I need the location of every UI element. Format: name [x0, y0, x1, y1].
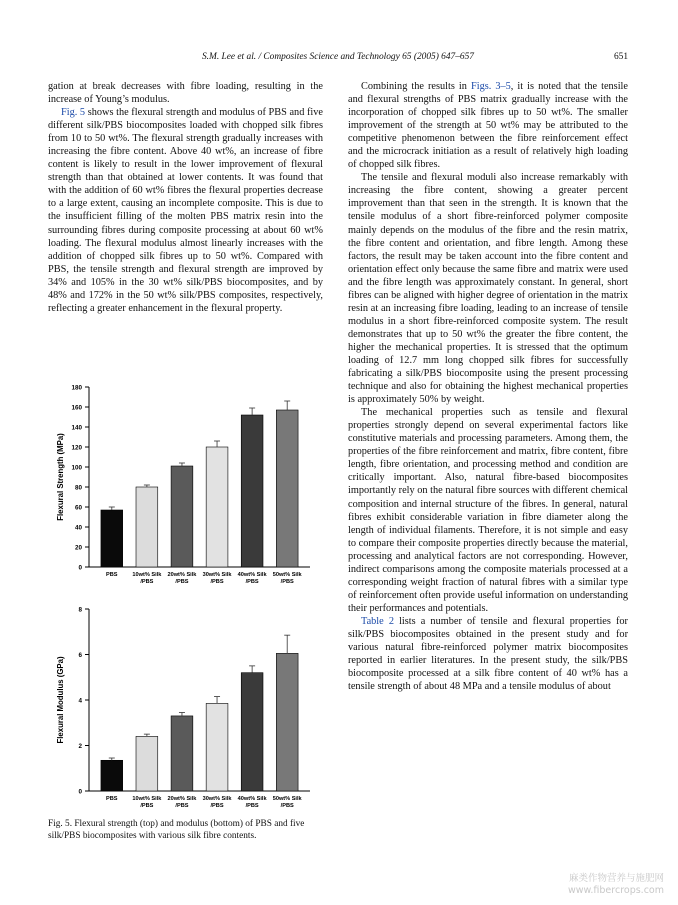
y-tick-label: 0 — [78, 564, 82, 572]
bar — [101, 760, 123, 791]
y-tick-label: 20 — [74, 544, 82, 552]
watermark — [544, 873, 664, 897]
flexural-modulus-chart-svg — [48, 600, 330, 812]
x-tick-label — [238, 572, 268, 585]
x-tick-label — [106, 572, 118, 578]
y-tick-label: 40 — [74, 524, 82, 532]
y-axis-title: Flexural Modulus (GPa) — [56, 656, 65, 744]
x-tick-label — [132, 572, 162, 585]
flexural-strength-chart-svg — [48, 380, 330, 595]
bar — [101, 510, 123, 567]
watermark-line: www.fibercrops.com — [567, 885, 664, 896]
running-title: S.M. Lee et al. / Composites Science and Technology 65 (2005) 647–657 — [201, 52, 474, 62]
left-column — [48, 80, 323, 315]
x-tick-label-line: /PBS — [140, 803, 154, 809]
y-tick-label: 0 — [78, 788, 82, 796]
figure-reference-link[interactable]: Fig. 5 — [61, 107, 86, 119]
table-reference-link[interactable]: Table 2 — [361, 615, 394, 627]
y-tick-label: 8 — [78, 606, 82, 614]
paragraph — [48, 106, 323, 315]
x-tick-label-line: 40wt% Silk — [237, 796, 267, 802]
x-tick-label-line: PBS — [106, 572, 118, 578]
flexural-strength-chart — [48, 380, 330, 595]
x-tick-label-line: 20wt% Silk — [167, 572, 197, 578]
bar — [276, 410, 298, 567]
y-axis-title: Flexural Strength (MPa) — [56, 433, 65, 521]
x-tick-label-line: 50wt% Silk — [272, 796, 302, 802]
x-tick-label-line: /PBS — [245, 803, 259, 809]
bar — [206, 447, 228, 567]
paragraph-text: Combining the results in — [361, 81, 471, 92]
watermark-line: 麻类作物营养与施肥网 — [568, 873, 664, 884]
y-tick-label: 180 — [71, 384, 82, 392]
x-tick-label — [203, 796, 233, 809]
x-tick-label — [273, 796, 303, 809]
bar — [241, 415, 263, 567]
figure-caption: Fig. 5. Flexural strength (top) and modulus (bottom) of PBS and five silk/PBS biocomposites with various silk fibre contents. — [48, 819, 305, 841]
x-tick-label-line: /PBS — [280, 803, 294, 809]
x-tick-label-line: PBS — [106, 796, 118, 802]
paragraph — [348, 615, 628, 693]
figure-reference-link[interactable]: Figs. 3–5 — [470, 81, 511, 92]
x-tick-label-line: 50wt% Silk — [272, 572, 302, 578]
x-tick-label — [203, 572, 233, 585]
x-tick-label — [273, 572, 303, 585]
flexural-modulus-chart — [48, 600, 330, 812]
paragraph-text: lists a number of tensile and flexural properties for silk/PBS biocomposites obtained in the present study and for various natural fibre-reinforced polymer matrix biocomposites reported in earlier literatures. In the present study, the silk/PBS biocomposite processed at a silk fibre content of 40 wt% has a tensile strength of about 48 MPa and a tensile modulus of about — [348, 615, 628, 693]
x-tick-label-line: 10wt% Silk — [132, 572, 162, 578]
x-tick-label-line: 40wt% Silk — [237, 572, 267, 578]
x-tick-label-line: 30wt% Silk — [202, 796, 232, 802]
y-tick-label: 4 — [78, 697, 82, 705]
y-tick-label: 160 — [71, 404, 82, 412]
bar — [136, 487, 158, 567]
right-column — [348, 80, 628, 693]
bar — [136, 736, 158, 791]
bar — [171, 466, 193, 567]
bar — [171, 716, 193, 791]
x-tick-label-line: /PBS — [245, 579, 259, 585]
x-tick-label — [167, 572, 197, 585]
x-tick-label-line: /PBS — [280, 579, 294, 585]
running-header — [48, 52, 628, 66]
x-tick-label-line: /PBS — [210, 803, 224, 809]
x-tick-label-line: /PBS — [175, 803, 189, 809]
paragraph — [348, 80, 628, 171]
y-tick-label: 120 — [71, 444, 82, 452]
y-tick-label: 100 — [71, 464, 82, 472]
bar — [206, 703, 228, 791]
x-tick-label-line: /PBS — [175, 579, 189, 585]
x-tick-label — [132, 796, 162, 809]
x-tick-label — [106, 796, 118, 802]
y-tick-label: 60 — [74, 504, 82, 512]
x-tick-label — [238, 796, 268, 809]
x-tick-label-line: 10wt% Silk — [132, 796, 162, 802]
bar — [241, 673, 263, 791]
paragraph: The mechanical properties such as tensile and flexural properties strongly depend on several experimental factors like constitutive materials and processing parameters. Among them, the properties of the fibre reinforcement and matrix, fibre content, fibre length, fibre orientation, and processing method and condition are critically important. Also, natural fibre-based biocomposites importantly rely on the natural fibre sources with different chemical composition and internal structure of the fibres. In general, natural fibres exhibit considerable variation in fibre diameter along the length of individual filaments. Therefore, it is not simple and easy to compare their composite properties directly because the material, processing and analytical factors are not corresponding. However, indirect comparisons among the composite materials processed at a corresponding weight fraction of natural fibres with a similar type of reinforcement often provide useful information on understanding their performances and potentials. — [348, 407, 628, 614]
x-tick-label-line: 20wt% Silk — [167, 796, 197, 802]
page-number: 651 — [613, 52, 628, 62]
x-tick-label-line: /PBS — [210, 579, 224, 585]
y-tick-label: 80 — [74, 484, 82, 492]
y-tick-label: 140 — [71, 424, 82, 432]
bar — [276, 653, 298, 791]
y-tick-label: 2 — [78, 743, 82, 750]
paragraph: gation at break decreases with fibre loading, resulting in the increase of Young’s modulus. — [48, 81, 323, 106]
x-tick-label — [167, 796, 197, 809]
y-tick-label: 6 — [78, 652, 82, 659]
paragraph-text: , it is noted that the tensile and flexural strengths of PBS matrix gradually increase with the incorporation of chopped silk fibres up to 50 wt%. The smaller improvement of the strength at 50 wt% may be attributed to the competitive phenomenon between the fibre reinforcement effect and the microcrack initiation as a result of relatively high loading of chopped silk fibres. — [348, 81, 628, 171]
x-tick-label-line: 30wt% Silk — [202, 572, 232, 578]
paragraph: The tensile and flexural moduli also increase remarkably with increasing the fibre content, showing a greater percent improvement than that seen in the strength. It is known that the tensile modulus of a short fibre-reinforced polymer composite mainly depends on the modulus of the fibre and the resin matrix, the fibre content and orientation, and fibre length. Among these factors, the result may be taken account into the fibre content and orientation effect only because the same fibre and matrix were used and the fibre length was approximately constant. In general, short fibres can be aligned with higher degree of orientation in the matrix resin at an increasing fibre loading, leading to an increase of tensile modulus in a short fibre-reinforced composite system. The result demonstrates that up to 50 wt% the greater the fibre content, the higher the mechanical properties. It is stressed that the optimum loading of 12.7 mm long chopped silk fibres for successfully fabricating a silk/PBS biocomposite using the present processing technique and also for obtaining the highest mechanical properties is approximately 50% by weight. — [348, 172, 628, 406]
paragraph-text: shows the flexural strength and modulus of PBS and five different silk/PBS biocomposites loaded with chopped silk fibres from 10 to 50 wt%. The flexural strength gradually increases with increasing the fibre content. Above 40 wt%, an increase of fibre content is likely to result in the lower improvement of flexural strength than that obtained at lower contents. It was found that with the addition of 60 wt% fibres the flexural properties decrease to a large extent, causing an incomplete composite. This is due to the insufficient filling of the molten PBS matrix resin into the surrounding fibres during composite processing at about 60 wt% loading. The flexural modulus almost linearly increases with the addition of chopped silk fibres up to 50 wt%. Compared with PBS, the tensile strength and flexural strength are improved by 34% and 105% in the 30 wt% silk/PBS biocomposites, and by 48% and 172% in the 50 wt% silk/PBS composites, respectively, reflecting a greater enhancement in the flexural property. — [48, 107, 323, 314]
x-tick-label-line: /PBS — [140, 579, 154, 585]
